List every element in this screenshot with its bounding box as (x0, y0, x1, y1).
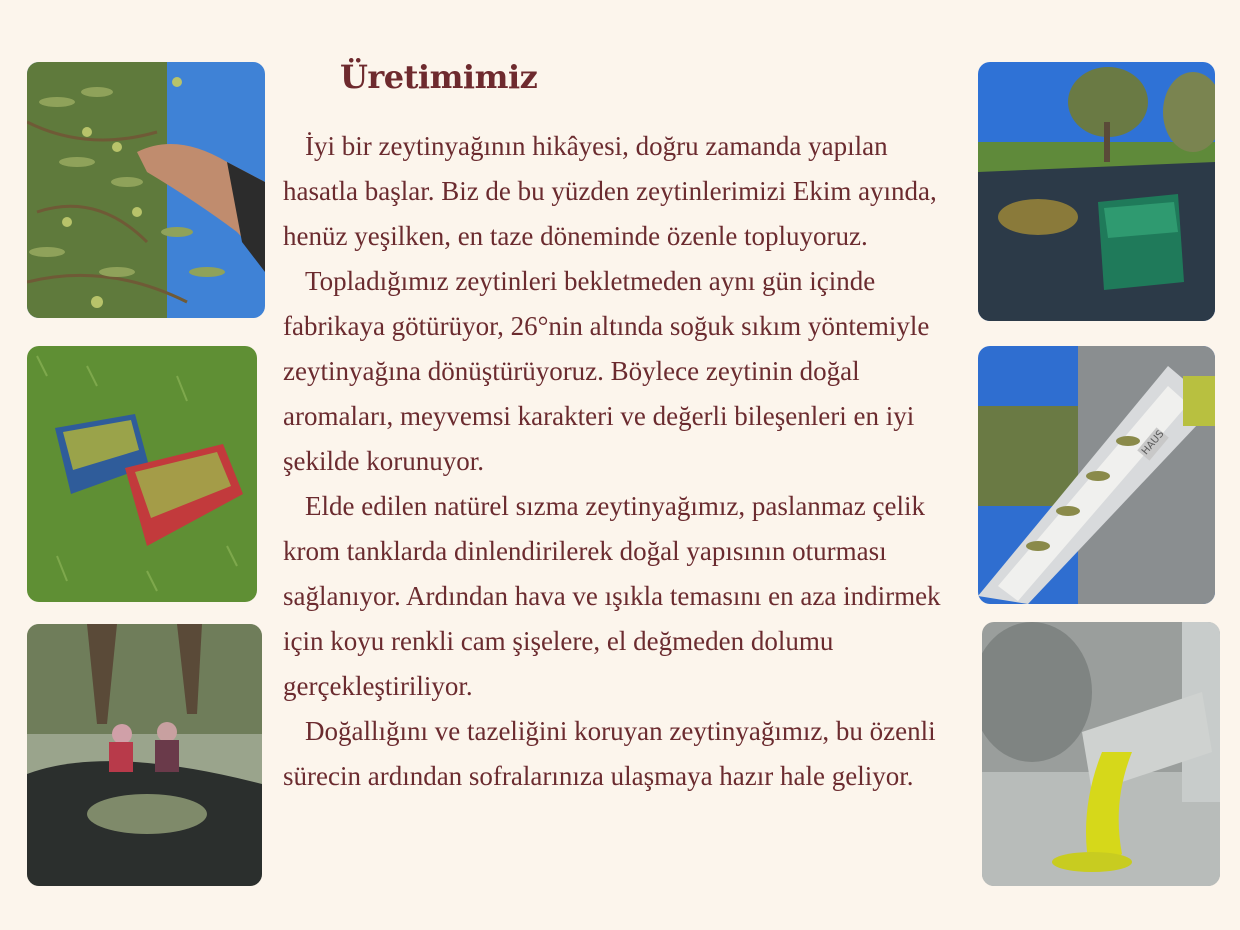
photo-olive-branch-hand (27, 62, 265, 318)
paragraph-storage-bottling: Elde edilen natürel sızma zeytinyağımız, paslanmaz çelik krom tanklarda dinlendirilerek doğal yapısının oturması sağlanıyor. Ardından hava ve ışıkla temasını en aza indirmek için koyu renkli cam şişelere, el değmeden dolumu gerçekleştiriliyor. (283, 491, 941, 701)
production-text (283, 124, 963, 799)
paragraph-conclusion: Doğallığını ve tazeliğini koruyan zeytinyağımız, bu özenli sürecin ardından sofralarınıza ulaşmaya hazır hale geliyor. (283, 716, 936, 791)
photo-olive-conveyor (978, 346, 1215, 604)
paragraph-harvest: İyi bir zeytinyağının hikâyesi, doğru zamanda yapılan hasatla başlar. Biz de bu yüzden zeytinlerimizi Ekim ayında, henüz yeşilken, en taze döneminde özenle topluyoruz. (283, 131, 937, 251)
photo-olive-crates-grass (27, 346, 257, 602)
paragraph-cold-press: Topladığımız zeytinleri bekletmeden aynı gün içinde fabrikaya götürüyor, 26°nin altında soğuk sıkım yöntemiyle zeytinyağına dönüştürüyoruz. Böylece zeytinin doğal aromaları, meyvemsi karakteri ve değerli bileşenleri en iyi şekilde korunuyor. (283, 266, 930, 476)
photo-olive-grove-tarp (978, 62, 1215, 321)
photo-harvest-workers (27, 624, 262, 886)
machine-brand-label: HAUS (1140, 428, 1167, 458)
page-title: Üretimimiz (340, 58, 538, 96)
photo-olive-oil-pouring (982, 622, 1220, 886)
